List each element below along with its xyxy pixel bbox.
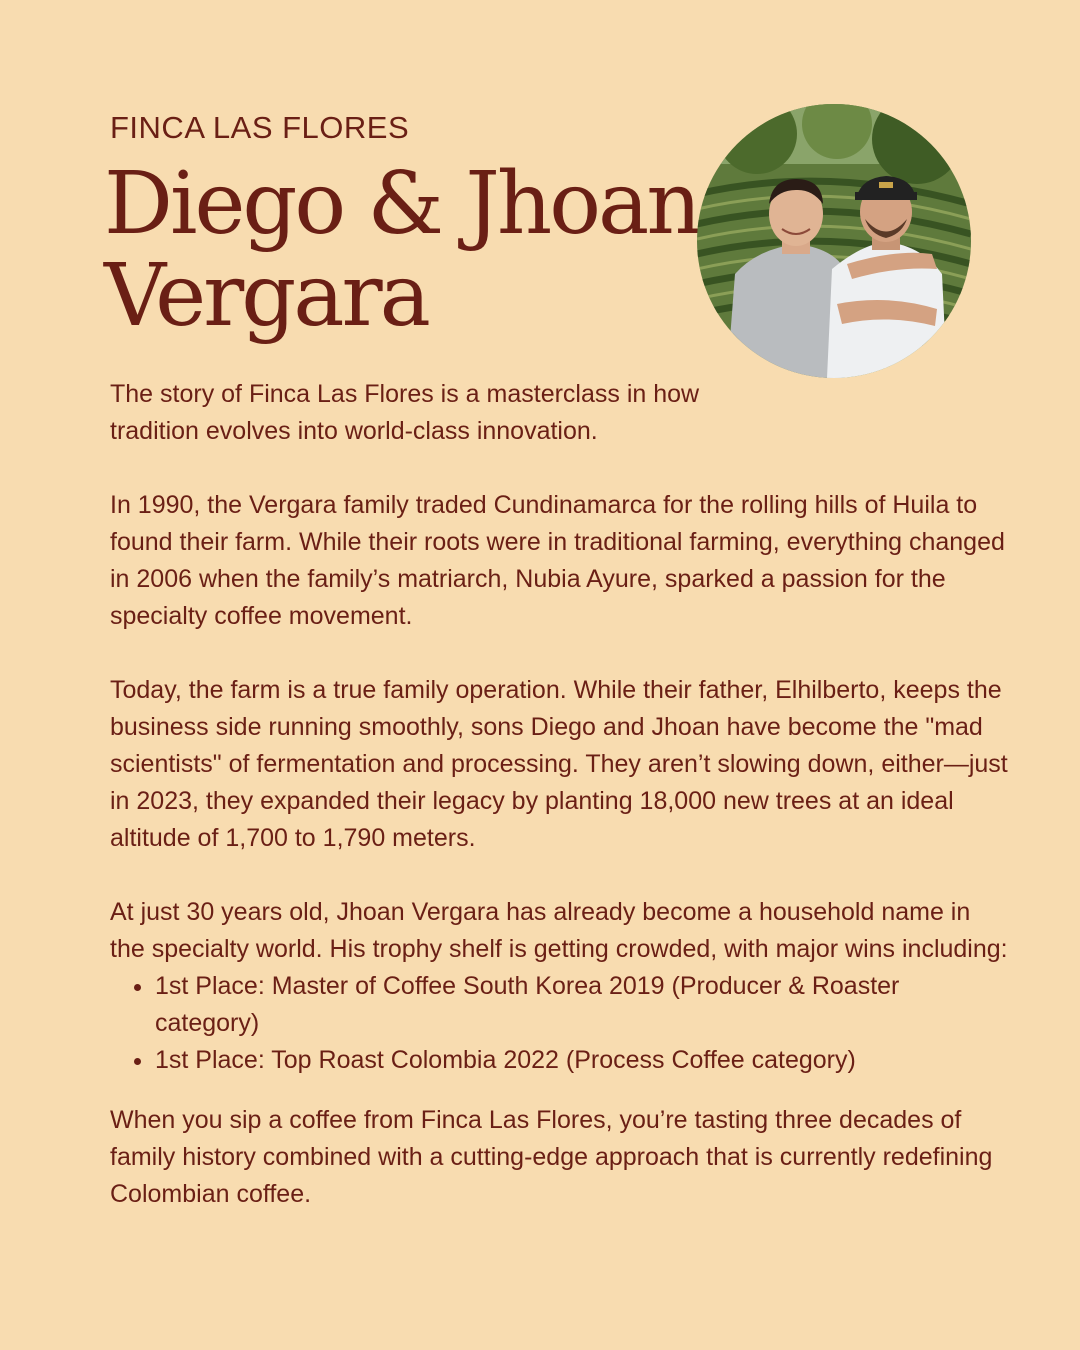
farm-name-eyebrow: FINCA LAS FLORES [110, 110, 410, 145]
closing-paragraph: When you sip a coffee from Finca Las Flores, you’re tasting three decades of family history combined with a cutting-edge approach that is currently redefining Colombian coffee. [110, 1106, 993, 1208]
history-paragraph: In 1990, the Vergara family traded Cundinamarca for the rolling hills of Huila to found their farm. While their roots were in traditional farming, everything changed in 2006 when the family’s matriarch, Nubia Ayure, sparked a passion for the specialty coffee movement. [110, 491, 1005, 630]
article-body [110, 376, 1010, 1213]
jhoan-paragraph: At just 30 years old, Jhoan Vergara has already become a household name in the specialty world. His trophy shelf is getting crowded, with major wins including: [110, 898, 1008, 963]
title-line-1: Diego & Jhoan [104, 154, 699, 254]
title-line-2: Vergara [104, 246, 428, 346]
today-paragraph: Today, the farm is a true family operation. While their father, Elhilberto, keeps the business side running smoothly, sons Diego and Jhoan have become the "mad scientists" of fermentation and processing. They aren’t slowing down, either—just in 2023, they expanded their legacy by planting 18,000 new trees at an ideal altitude of 1,700 to 1,790 meters. [110, 676, 1008, 852]
page-title [104, 154, 704, 346]
wins-list [110, 968, 1010, 1079]
list-item: • 1st Place: Master of Coffee South Korea 2019 (Producer & Roaster category) [155, 968, 1010, 1042]
producers-photo [697, 104, 971, 378]
list-item: • 1st Place: Top Roast Colombia 2022 (Process Coffee category) [155, 1042, 1010, 1079]
intro-paragraph: The story of Finca Las Flores is a masterclass in how tradition evolves into world-class innovation. [110, 380, 700, 445]
